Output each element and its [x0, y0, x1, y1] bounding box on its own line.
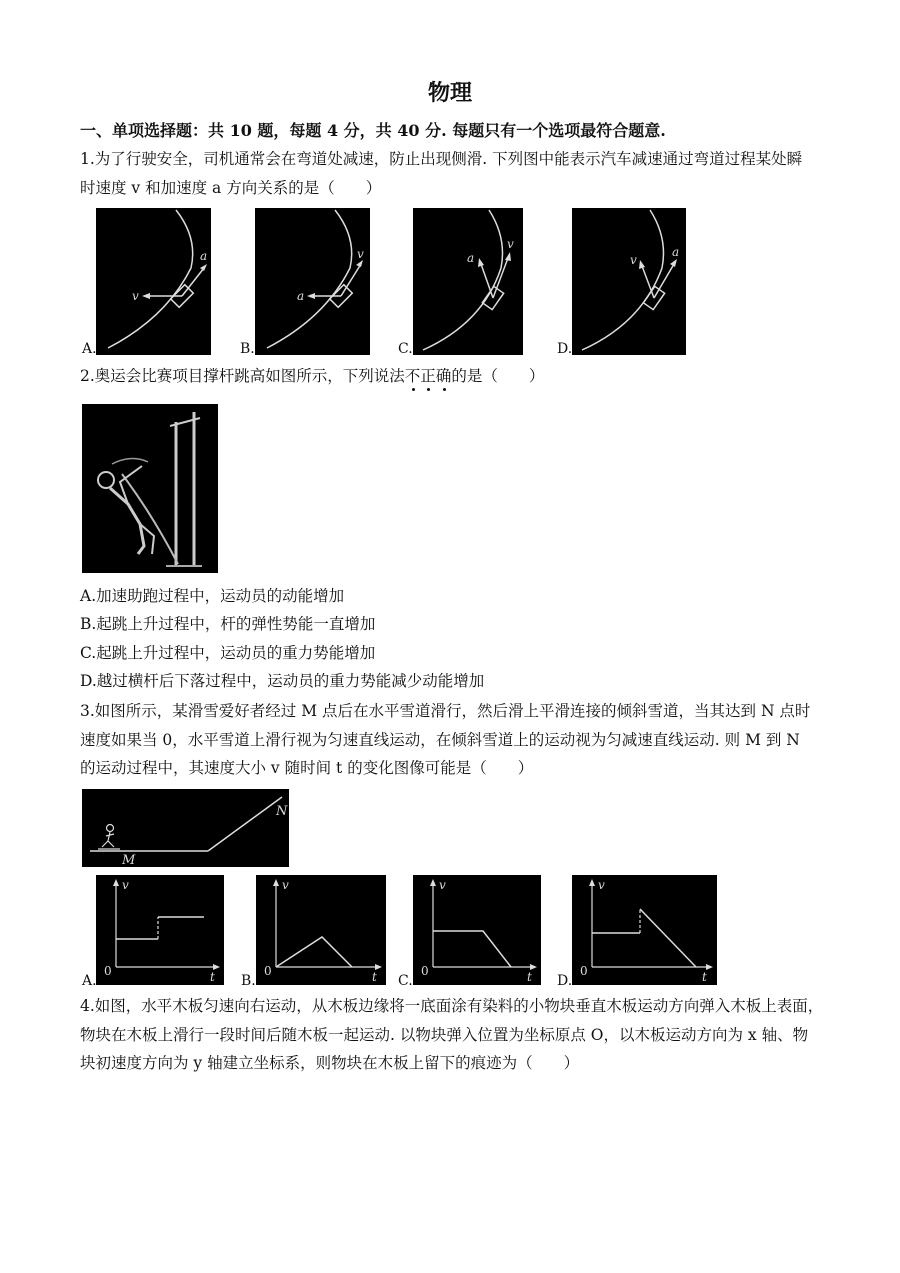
q2-option-c[interactable]: C.起跳上升过程中，运动员的重力势能增加 — [80, 644, 376, 662]
q3-b-origin-label: 0 — [264, 964, 272, 978]
q1-option-d[interactable]: D. — [557, 341, 573, 357]
q1-option-a[interactable]: A. — [82, 341, 97, 357]
q2-option-a[interactable]: A.加速助跑过程中，运动员的动能增加 — [80, 587, 345, 605]
q3-d-origin-label: 0 — [580, 964, 588, 978]
section-heading: 一、单项选择题：共 10 题，每题 4 分，共 40 分. 每题只有一个选项最符合题意. — [80, 121, 666, 140]
q3-label-m: M — [122, 853, 136, 867]
q1-b-label-2: a — [297, 289, 305, 303]
q1-option-b[interactable]: B. — [240, 341, 255, 357]
q3-option-d[interactable]: D. — [557, 973, 573, 989]
q1-figure-c — [413, 208, 523, 355]
q3-option-c[interactable]: C. — [398, 973, 413, 989]
q2-option-b[interactable]: B.起跳上升过程中，杆的弹性势能一直增加 — [80, 615, 376, 633]
q3-option-b[interactable]: B. — [241, 973, 256, 989]
q1-b-label-1: v — [357, 247, 364, 261]
q3-option-a[interactable]: A. — [82, 973, 97, 989]
q1-d-label-1: v — [630, 253, 637, 267]
q3-stem-line3: 的运动过程中，其速度大小 v 随时间 t 的变化图像可能是（ ） — [80, 759, 534, 777]
q3-label-n: N — [276, 804, 288, 819]
q2-stem-pre: 2.奥运会比赛项目撑杆跳高如图所示，下列说法 — [80, 367, 405, 385]
q2-option-d[interactable]: D.越过横杆后下落过程中，运动员的重力势能减少动能增加 — [80, 672, 485, 690]
q4-stem-line3: 块初速度方向为 y 轴建立坐标系，则物块在木板上留下的痕迹为（ ） — [80, 1054, 580, 1072]
q3-b-t-label: t — [372, 970, 377, 984]
q2-stem-emph-1: 不 — [404, 367, 421, 385]
q1-figure-a — [96, 208, 211, 355]
q1-figure-d — [572, 208, 686, 355]
q3-stem-line2: 速度如果当 0，水平雪道上滑行视为匀速直线运动，在倾斜雪道上的运动视为匀减速直线运动. 则 M 到 N — [80, 731, 800, 749]
q3-d-v-label: v — [598, 878, 605, 892]
q1-option-c[interactable]: C. — [398, 341, 413, 357]
q1-stem-line2: 时速度 v 和加速度 a 方向关系的是（ ） — [80, 179, 382, 197]
q3-graph-a — [96, 875, 224, 985]
q1-figure-b — [255, 208, 370, 355]
q2-stem — [80, 369, 544, 385]
q2-figure-pole-vault — [82, 404, 218, 573]
q2-stem-post: 的是（ ） — [451, 367, 545, 385]
q3-graph-d — [572, 875, 717, 985]
q1-c-label-2: v — [507, 237, 514, 251]
q3-c-origin-label: 0 — [421, 964, 429, 978]
q1-c-label-1: a — [467, 251, 475, 265]
q3-d-t-label: t — [702, 970, 707, 984]
q3-stem-line1: 3.如图所示，某滑雪爱好者经过 M 点后在水平雪道滑行，然后滑上平滑连接的倾斜雪道，当其达到 N 点时 — [80, 702, 811, 720]
q1-d-label-2: a — [672, 245, 680, 259]
q3-graph-c — [413, 875, 541, 985]
q2-stem-emph-2: 正 — [420, 367, 436, 385]
q4-stem-line1: 4.如图，水平木板匀速向右运动，从木板边缘将一底面涂有染料的小物块垂直木板运动方向弹入木板上表面， — [80, 997, 824, 1015]
q1-a-label-2: v — [132, 289, 139, 303]
q1-stem-line1: 1.为了行驶安全，司机通常会在弯道处减速，防止出现侧滑. 下列图中能表示汽车减速通过弯道过程某处瞬 — [80, 150, 803, 168]
q4-stem-line2: 物块在木板上滑行一段时间后随木板一起运动. 以物块弹入位置为坐标原点 O，以木板运动方向为 x 轴、物 — [80, 1026, 809, 1044]
q3-b-v-label: v — [282, 878, 289, 892]
page-title: 物理 — [427, 80, 472, 106]
q1-a-label-1: a — [200, 249, 208, 263]
q3-a-t-label: t — [210, 970, 215, 984]
q3-graph-b — [256, 875, 386, 985]
q2-stem-emph-3: 确 — [435, 367, 452, 385]
q3-a-origin-label: 0 — [104, 964, 112, 978]
q3-c-v-label: v — [439, 878, 446, 892]
q3-figure-ski-slope — [82, 789, 289, 867]
q3-c-t-label: t — [527, 970, 532, 984]
q3-a-v-label: v — [122, 878, 129, 892]
